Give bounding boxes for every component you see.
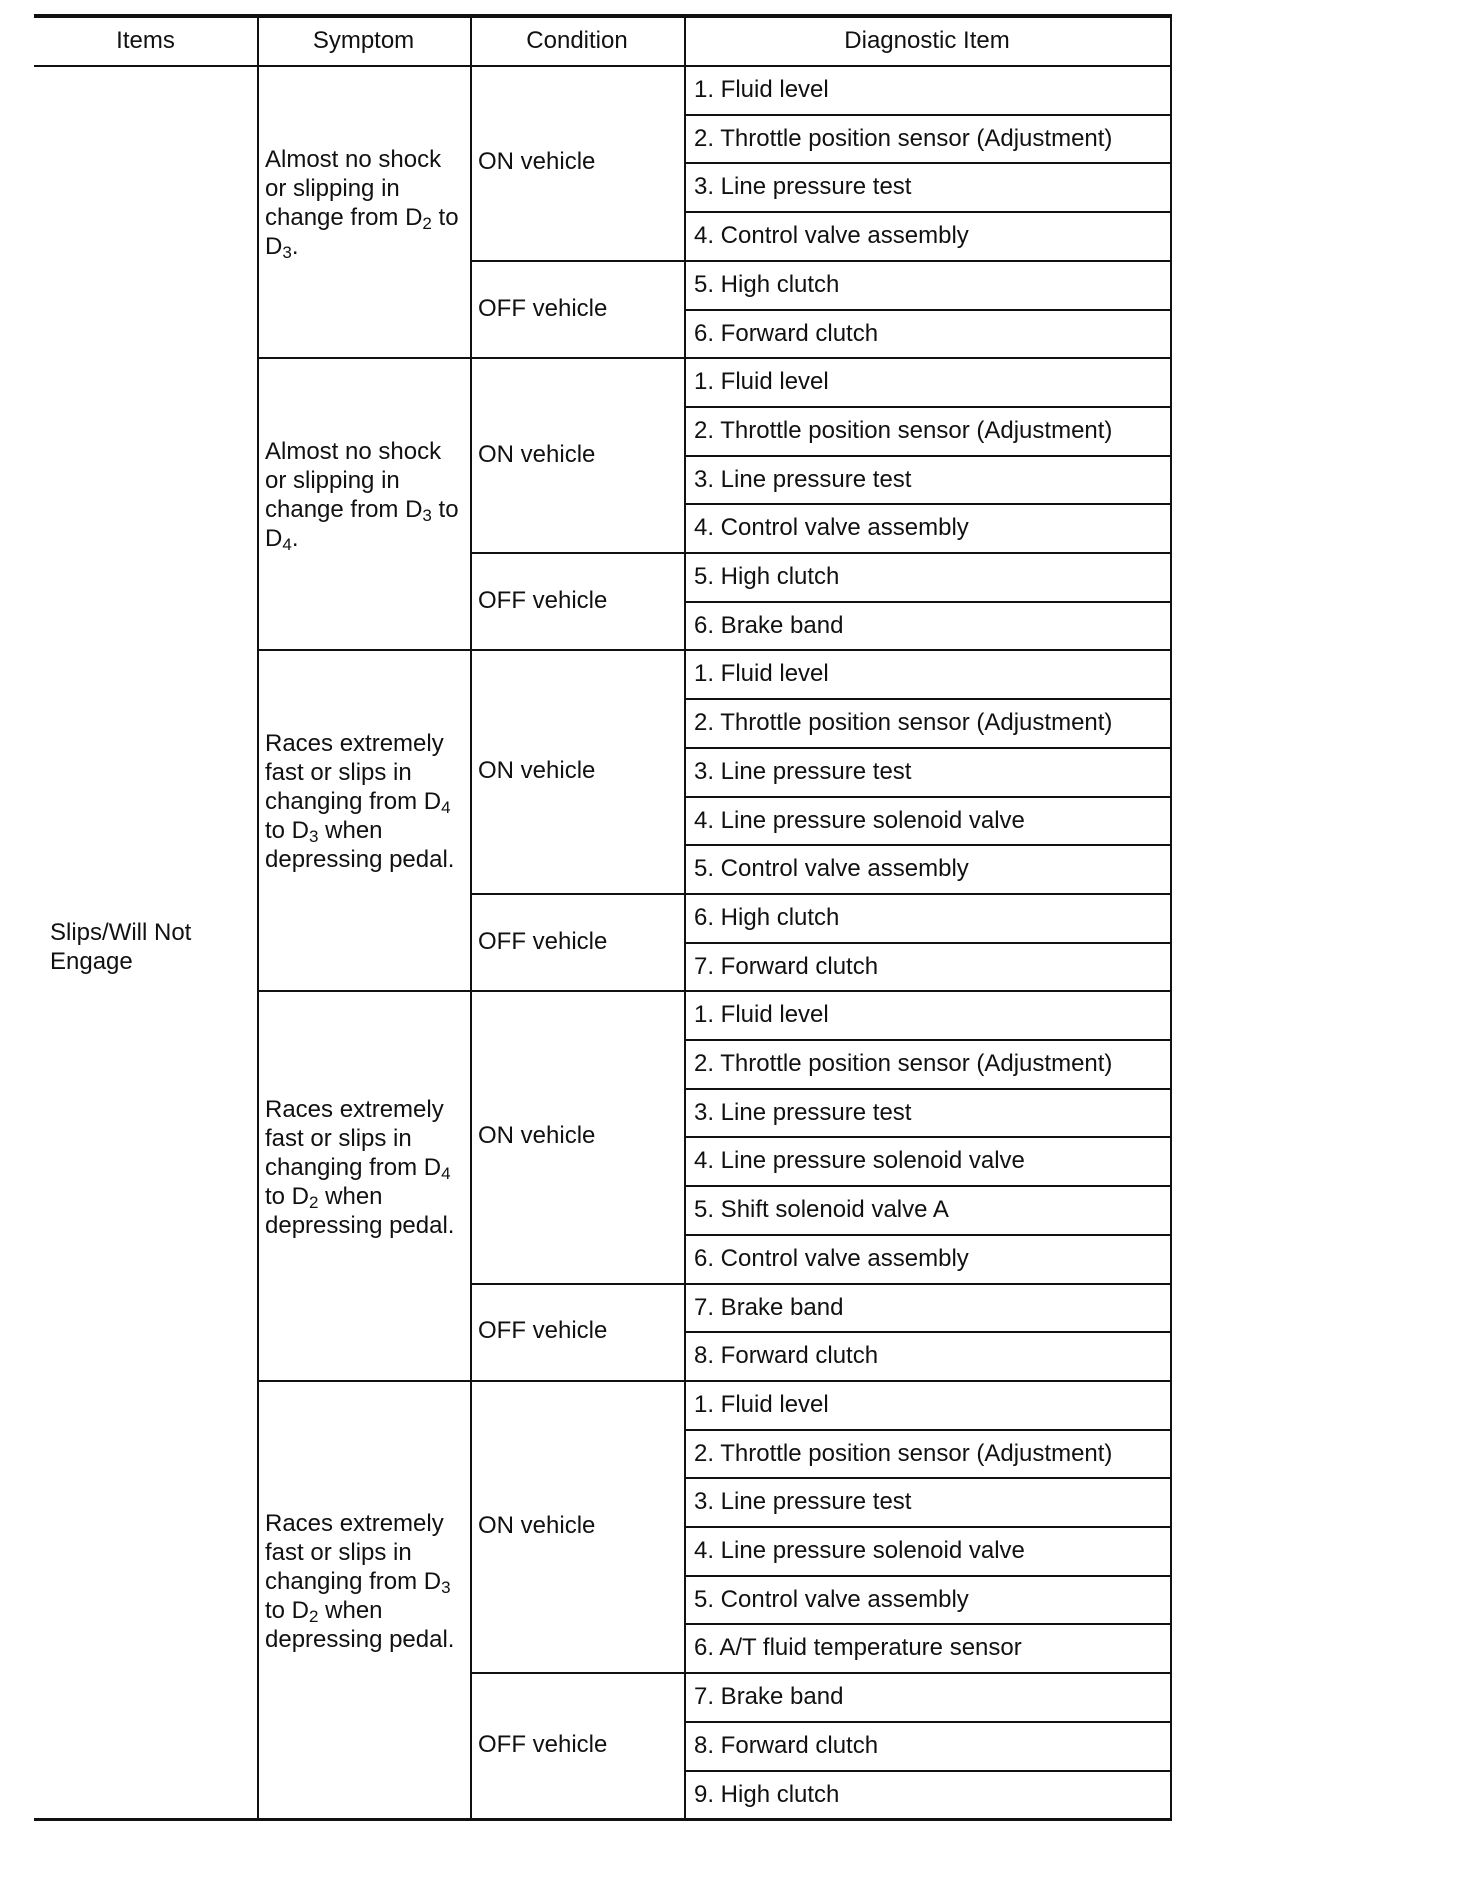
diagnostic-item: 4. Line pressure solenoid valve	[694, 1537, 1025, 1564]
row-divider	[684, 796, 1170, 798]
symptom-text: to	[431, 496, 459, 524]
diagnostic-item: 3. Line pressure test	[694, 465, 912, 493]
row-divider	[684, 114, 1170, 116]
symptom-line	[265, 524, 298, 553]
symptom-line: depressing pedal.	[265, 846, 455, 874]
symptom-line: or slipping in	[265, 467, 400, 495]
diagnostic-item: 3. Line pressure test	[694, 757, 912, 785]
diagnostic-item: 5. Shift solenoid valve A	[694, 1196, 949, 1224]
group-divider	[257, 1380, 1170, 1382]
symptom-line	[265, 787, 451, 816]
symptom-text: change from D	[265, 204, 423, 232]
symptom-line	[265, 1153, 451, 1182]
subscript: 2	[309, 1606, 319, 1626]
row-divider	[684, 1234, 1170, 1236]
symptom-line	[265, 232, 298, 261]
symptom-text: when	[318, 1182, 383, 1210]
diagnostic-item: 2. Throttle position sensor (Adjustment)	[694, 1439, 1113, 1467]
group-divider	[257, 357, 1170, 359]
symptom-text: to	[431, 204, 459, 232]
diagnostic-item: 1. Fluid level	[694, 660, 829, 688]
row-divider	[684, 942, 1170, 944]
diagnostic-item: 9. High clutch	[694, 1780, 840, 1808]
symptom-line	[265, 1567, 451, 1596]
row-divider	[684, 1185, 1170, 1187]
subscript: 2	[422, 214, 432, 234]
row-divider	[684, 1429, 1170, 1431]
row-divider	[684, 893, 1170, 895]
diagnostic-item: 5. Control valve assembly	[694, 855, 969, 883]
condition-on-vehicle: ON vehicle	[478, 440, 596, 468]
row-divider	[684, 503, 1170, 505]
row-divider	[684, 211, 1170, 213]
header-items: Items	[116, 27, 175, 54]
condition-divider	[470, 260, 684, 262]
diagnostic-item: 2. Throttle position sensor (Adjustment)	[694, 124, 1113, 152]
symptom-line	[265, 495, 459, 524]
subscript: 3	[282, 243, 292, 263]
row-divider	[684, 406, 1170, 408]
diagnostic-item: 6. Brake band	[694, 611, 844, 639]
diagnostic-item: 3. Line pressure test	[694, 1098, 912, 1126]
symptom-text: D	[265, 525, 283, 553]
diagnostic-item: 4. Control valve assembly	[694, 514, 969, 542]
row-divider	[684, 260, 1170, 262]
diagnostic-item: 6. High clutch	[694, 903, 840, 931]
group-divider	[257, 990, 1170, 992]
diagnostic-item: 1. Fluid level	[694, 368, 829, 396]
header-symptom: Symptom	[312, 27, 415, 54]
diagnostic-item: 6. A/T fluid temperature sensor	[694, 1634, 1022, 1662]
symptom-line: fast or slips in	[265, 759, 412, 787]
symptom-text: D	[265, 233, 283, 261]
row-divider	[684, 1331, 1170, 1333]
row-divider	[684, 1283, 1170, 1285]
diagnostic-item: 1. Fluid level	[694, 1390, 829, 1418]
symptom-line	[265, 816, 383, 845]
condition-divider	[470, 893, 684, 895]
condition-divider	[470, 1283, 684, 1285]
row-divider	[684, 1623, 1170, 1625]
row-divider	[684, 1136, 1170, 1138]
symptom-text: when	[318, 817, 383, 845]
condition-on-vehicle: ON vehicle	[478, 148, 596, 176]
symptom-line: fast or slips in	[265, 1124, 412, 1152]
condition-off-vehicle: OFF vehicle	[478, 586, 608, 614]
diagnostic-item: 3. Line pressure test	[694, 173, 912, 201]
row-divider	[684, 1672, 1170, 1674]
row-divider	[684, 309, 1170, 311]
subscript: 3	[309, 827, 319, 847]
diagnostic-item: 2. Throttle position sensor (Adjustment)	[694, 416, 1113, 444]
diagnostic-item: 7. Brake band	[694, 1293, 844, 1321]
row-divider	[684, 1039, 1170, 1041]
row-divider	[684, 162, 1170, 164]
diagnostic-item: 5. High clutch	[694, 563, 840, 590]
condition-off-vehicle: OFF vehicle	[478, 294, 608, 322]
row-divider	[684, 698, 1170, 700]
symptom-text: to D	[265, 1596, 310, 1624]
condition-on-vehicle: ON vehicle	[478, 1122, 596, 1150]
symptom-line: Races extremely	[265, 730, 444, 758]
symptom-line: depressing pedal.	[265, 1625, 455, 1653]
symptom-text: changing from D	[265, 788, 442, 816]
condition-on-vehicle: ON vehicle	[478, 757, 596, 785]
row-divider	[684, 1770, 1170, 1772]
row-divider	[684, 747, 1170, 749]
symptom-text: when	[318, 1596, 383, 1624]
row-divider	[684, 1721, 1170, 1723]
diagnostic-item: 5. Control valve assembly	[694, 1585, 969, 1613]
items-cell-label: Slips/Will Not Engage	[50, 919, 192, 975]
diagnostic-item: 2. Throttle position sensor (Adjustment)	[694, 1050, 1113, 1077]
symptom-line: Races extremely	[265, 1095, 444, 1123]
symptom-line	[265, 203, 459, 232]
symptom-text: changing from D	[265, 1567, 442, 1595]
diagnostic-item: 5. High clutch	[694, 270, 840, 298]
symptom-text: to D	[265, 817, 310, 845]
symptom-line	[265, 1596, 383, 1625]
row-divider	[684, 552, 1170, 554]
condition-on-vehicle: ON vehicle	[478, 1512, 596, 1539]
col-divider-symptom	[470, 14, 472, 1818]
row-divider	[684, 1526, 1170, 1528]
diagnostic-item: 4. Line pressure solenoid valve	[694, 806, 1025, 834]
row-divider	[684, 1477, 1170, 1479]
row-divider	[684, 1088, 1170, 1090]
diagnostic-item: 3. Line pressure test	[694, 1488, 912, 1516]
col-divider-items	[257, 14, 259, 1818]
diagnostic-item: 1. Fluid level	[694, 76, 829, 103]
row-divider	[684, 455, 1170, 457]
diagnostic-item: 1. Fluid level	[694, 1001, 829, 1029]
row-divider	[684, 1575, 1170, 1577]
diagnostic-item: 2. Throttle position sensor (Adjustment)	[694, 709, 1113, 737]
table-top-rule	[34, 14, 1172, 18]
symptom-line: Almost no shock	[265, 438, 442, 466]
symptom-line: depressing pedal.	[265, 1211, 455, 1239]
diagnostic-item: 7. Forward clutch	[694, 952, 879, 980]
symptom-text: change from D	[265, 496, 423, 524]
symptom-line: Almost no shock	[265, 146, 442, 174]
condition-off-vehicle: OFF vehicle	[478, 1317, 608, 1345]
diagnostic-item: 4. Line pressure solenoid valve	[694, 1147, 1025, 1175]
symptom-text: .	[291, 233, 299, 261]
row-divider	[684, 844, 1170, 846]
symptom-line: Races extremely	[265, 1509, 444, 1537]
subscript: 3	[441, 1577, 451, 1597]
header-diagnostic-item: Diagnostic Item	[844, 27, 1010, 54]
subscript: 4	[282, 535, 292, 555]
symptom-text: .	[291, 525, 299, 553]
col-divider-condition	[684, 14, 686, 1818]
header-condition: Condition	[526, 27, 628, 54]
table-bottom-rule	[34, 1818, 1172, 1821]
symptom-text: changing from D	[265, 1153, 442, 1181]
row-divider	[684, 601, 1170, 603]
group-divider	[257, 649, 1170, 651]
diagnostic-item: 8. Forward clutch	[694, 1731, 879, 1759]
condition-off-vehicle: OFF vehicle	[478, 927, 608, 955]
condition-divider	[470, 552, 684, 554]
subscript: 2	[309, 1192, 319, 1212]
diagnostic-item: 7. Brake band	[694, 1683, 844, 1711]
diagnostic-item: 6. Control valve assembly	[694, 1244, 969, 1272]
symptom-line: fast or slips in	[265, 1538, 412, 1566]
subscript: 4	[441, 1163, 451, 1183]
condition-divider	[470, 1672, 684, 1674]
subscript: 4	[441, 798, 451, 818]
diagnostic-item: 8. Forward clutch	[694, 1342, 879, 1370]
diagnostic-item: 6. Forward clutch	[694, 319, 879, 347]
subscript: 3	[422, 506, 432, 526]
symptom-line: or slipping in	[265, 175, 400, 203]
symptom-text: to D	[265, 1182, 310, 1210]
header-bottom-rule	[34, 65, 1172, 67]
table-right-edge	[1170, 14, 1172, 1821]
symptom-line	[265, 1182, 383, 1211]
condition-off-vehicle: OFF vehicle	[478, 1731, 608, 1759]
diagnostic-item: 4. Control valve assembly	[694, 222, 969, 250]
